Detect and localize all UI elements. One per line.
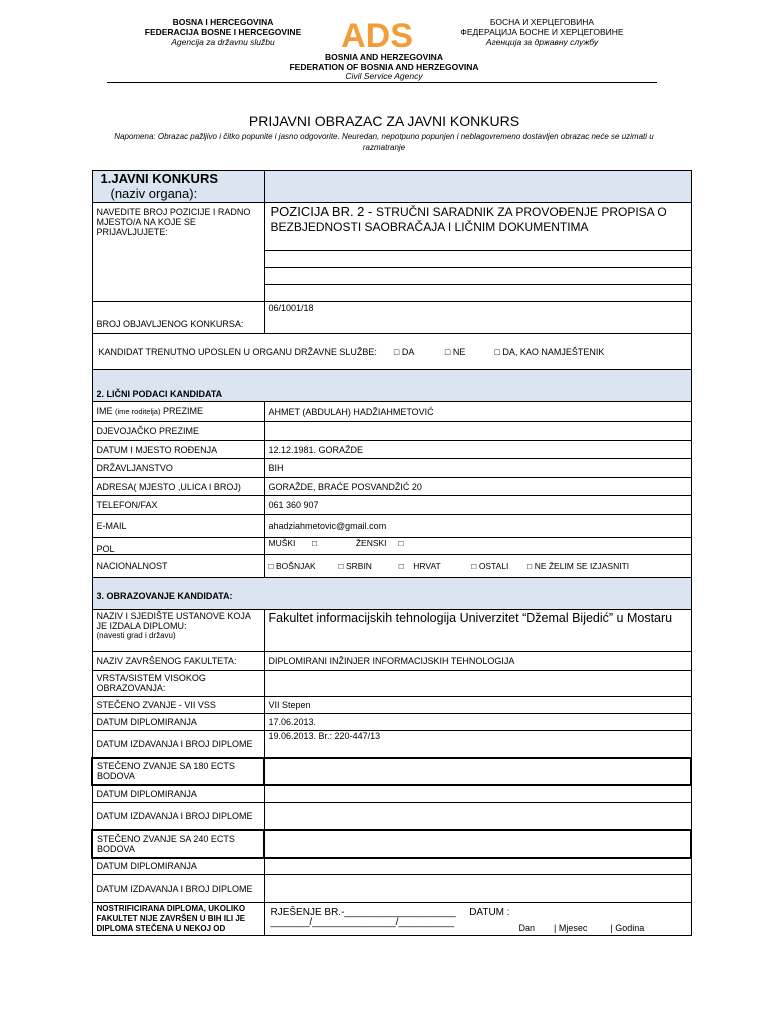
nationality-options xyxy=(264,555,691,578)
header-center-line1: BOSNIA AND HERZEGOVINA xyxy=(325,52,443,62)
gender-option-female[interactable]: ŽENSKI □ xyxy=(355,538,404,548)
maiden-name-value[interactable] xyxy=(264,422,691,441)
ects180-graduation-row xyxy=(92,785,691,803)
header-left-line3: Agencija za državnu službu xyxy=(171,37,275,47)
ects240-issue-row xyxy=(92,875,691,903)
competition-number-label: BROJ OBJAVLJENOG KONKURSA: xyxy=(92,302,264,334)
citizenship-value[interactable]: BIH xyxy=(264,459,691,478)
ects180-issue-row xyxy=(92,803,691,830)
ects180-label: STEČENO ZVANJE SA 180 ECTS BODOVA xyxy=(92,758,264,785)
ects240-issue-label: DATUM IZDAVANJA I BROJ DIPLOME xyxy=(92,875,264,903)
datum-label: DATUM : xyxy=(469,907,510,918)
application-form xyxy=(91,170,692,936)
ects240-label: STEČENO ZVANJE SA 240 ECTS BODOVA xyxy=(92,830,264,858)
form-note xyxy=(96,131,672,153)
position-field[interactable] xyxy=(265,203,691,251)
date-year: | Godina xyxy=(610,923,645,933)
header-right-line3: Агенција за државну службу xyxy=(485,37,599,47)
date-month: | Mjesec xyxy=(554,923,588,933)
nationality-label: NACIONALNOST xyxy=(92,555,264,578)
position-extra-line-2[interactable] xyxy=(265,268,691,285)
phone-value[interactable]: 061 360 907 xyxy=(264,496,691,515)
ects180-issue-label: DATUM IZDAVANJA I BROJ DIPLOME xyxy=(92,803,264,830)
header-center-line3: Civil Service Agency xyxy=(345,71,423,81)
phone-label: TELEFON/FAX xyxy=(92,496,264,515)
nationality-srbin[interactable]: □ SRBIN xyxy=(338,561,372,571)
employed-label: KANDIDAT TRENUTNO UPOSLEN U ORGANU DRŽAVNE SLUŽBE: xyxy=(98,346,377,357)
gender-options xyxy=(264,538,691,555)
header-left-line2: FEDERACIJA BOSNE I HERCEGOVINE xyxy=(144,27,302,37)
institution-sublabel: (navesti grad i državu) xyxy=(96,631,176,640)
gender-option-male[interactable]: MUŠKI □ xyxy=(268,538,318,548)
citizenship-label: DRŽAVLJANSTVO xyxy=(92,459,264,478)
header-left-line1: BOSNA I HERCEGOVINA xyxy=(172,17,274,27)
graduation-date-label: DATUM DIPLOMIRANJA xyxy=(92,714,264,731)
email-row xyxy=(92,515,691,538)
degree-row xyxy=(92,697,691,714)
phone-row xyxy=(92,496,691,515)
name-label: IME (ime roditelja) PREZIME xyxy=(92,402,264,422)
ects180-graduation-label: DATUM DIPLOMIRANJA xyxy=(92,785,264,803)
nationality-hrvat[interactable]: □ HRVAT xyxy=(398,561,441,571)
competition-number-row xyxy=(92,302,691,334)
diploma-issue-value[interactable]: 19.06.2013. Br.: 220-447/13 xyxy=(264,731,691,758)
address-label: ADRESA( MJESTO ,ULICA I BROJ) xyxy=(92,478,264,496)
name-value[interactable]: AHMET (ABDULAH) HADŽIAHMETOVIĆ xyxy=(264,402,691,422)
ects240-issue-value[interactable] xyxy=(264,875,691,903)
section1-header xyxy=(92,171,691,203)
nationality-ostali[interactable]: □ OSTALI xyxy=(471,561,509,571)
ects240-row xyxy=(92,830,691,858)
note-text: Obrazac pažljivo i čitko popunite i jasno odgovorite. Neuredan, nepotpuno popunjen i neblagovremeno dostavljen obrazac neće se uzimati u razmatranje xyxy=(155,132,654,152)
education-type-value[interactable] xyxy=(264,671,691,697)
section1-subtitle: (naziv organa): xyxy=(110,186,198,201)
maiden-name-row xyxy=(92,422,691,441)
note-label: Napomena: xyxy=(114,132,156,141)
employed-row xyxy=(92,334,691,370)
header-right-line2: ФЕДЕРАЦИЈА БОСНЕ И ХЕРЦЕГОВИНЕ xyxy=(460,27,624,37)
position-extra-line-3[interactable] xyxy=(265,285,691,301)
gender-label: POL xyxy=(92,538,264,555)
nostrification-cell xyxy=(264,903,691,936)
datum-line: _______/_______________/__________ xyxy=(270,917,455,928)
degree-value[interactable]: VII Stepen xyxy=(264,697,691,714)
form-title: PRIJAVNI OBRAZAC ZA JAVNI KONKURS xyxy=(248,113,520,129)
institution-value[interactable]: Fakultet informacijskih tehnologija Univerzitet “Džemal Bijedić” u Mostaru xyxy=(264,610,691,652)
header-center-line2: FEDERATION OF BOSNIA AND HERZEGOVINA xyxy=(289,61,479,72)
education-type-row xyxy=(92,671,691,697)
rjesenje-label: RJEŠENJE BR.-____________________ xyxy=(270,907,456,918)
ects240-value[interactable] xyxy=(264,830,691,858)
section3-title: 3. OBRAZOVANJE KANDIDATA: xyxy=(92,578,691,610)
ects180-value[interactable] xyxy=(264,758,691,785)
diploma-issue-row xyxy=(92,731,691,758)
ects240-graduation-row xyxy=(92,858,691,875)
institution-label-cell xyxy=(92,610,264,652)
education-type-label: VRSTA/SISTEM VISOKOG OBRAZOVANJA: xyxy=(92,671,264,697)
nostrification-label: NOSTRIFICIRANA DIPLOMA, UKOLIKO FAKULTET NIJE ZAVRŠEN U BIH ILI JE DIPLOMA STEČENA U NEKOJ OD xyxy=(92,903,264,936)
institution-row xyxy=(92,610,691,652)
header-right-line1: БОСНА И ХЕРЦЕГОВИНА xyxy=(489,17,595,27)
faculty-label: NAZIV ZAVRŠENOG FAKULTETA: xyxy=(92,652,264,671)
email-value[interactable]: ahadziahmetovic@gmail.com xyxy=(264,515,691,538)
header-left xyxy=(128,17,318,47)
institution-label: NAZIV I SJEDIŠTE USTANOVE KOJA JE IZDALA DIPLOMU: xyxy=(96,611,251,631)
ects180-row xyxy=(92,758,691,785)
degree-label: STEČENO ZVANJE - VII VSS xyxy=(92,697,264,714)
ads-logo xyxy=(332,16,422,52)
ects180-graduation-value[interactable] xyxy=(264,785,691,803)
section1-title-cell xyxy=(92,171,264,203)
header-divider xyxy=(107,82,657,83)
email-label: E-MAIL xyxy=(92,515,264,538)
birth-value[interactable]: 12.12.1981. GORAŽDE xyxy=(264,441,691,459)
section3-header xyxy=(92,578,691,610)
address-value[interactable]: GORAŽDE, BRAĆE POSVANDŽIĆ 20 xyxy=(264,478,691,496)
organ-name-field[interactable] xyxy=(264,171,691,203)
employed-option-namjestenik[interactable]: □ DA, KAO NAMJEŠTENIK xyxy=(494,346,605,357)
ads-logo-text: ADS xyxy=(341,17,413,52)
ects180-issue-value[interactable] xyxy=(264,803,691,830)
graduation-date-value[interactable]: 17.06.2013. xyxy=(264,714,691,731)
birth-label: DATUM I MJESTO ROĐENJA xyxy=(92,441,264,459)
position-extra-line-1[interactable] xyxy=(265,251,691,268)
name-row xyxy=(92,402,691,422)
competition-number-value[interactable]: 06/1001/18 xyxy=(264,302,691,334)
nationality-bosnjak[interactable]: □ BOŠNJAK xyxy=(268,561,316,571)
position-prefix: POZICIJA BR. 2 - xyxy=(270,204,376,219)
address-row xyxy=(92,478,691,496)
position-cell xyxy=(264,203,691,302)
nostrification-row xyxy=(92,903,691,936)
nationality-no-answer[interactable]: □ NE ŽELIM SE IZJASNITI xyxy=(527,561,630,571)
graduation-date-row xyxy=(92,714,691,731)
faculty-row xyxy=(92,652,691,671)
faculty-value[interactable]: DIPLOMIRANI INŽINJER INFORMACIJSKIH TEHNOLOGIJA xyxy=(264,652,691,671)
employed-option-da[interactable]: □ DA xyxy=(393,346,414,357)
section1-title: 1.JAVNI KONKURS xyxy=(100,171,219,186)
ects240-graduation-label: DATUM DIPLOMIRANJA xyxy=(92,858,264,875)
date-day: Dan xyxy=(518,923,536,933)
gender-row xyxy=(92,538,691,555)
position-value: STRUČNI SARADNIK ZA PROVOĐENJE PROPISA O BEZBJEDNOSTI SAOBRAČAJA I LIČNIM DOKUMENTIMA xyxy=(270,205,667,234)
header-right xyxy=(444,17,640,47)
maiden-name-label: DJEVOJAČKO PREZIME xyxy=(92,422,264,441)
employed-cell xyxy=(92,334,691,370)
ects240-graduation-value[interactable] xyxy=(264,858,691,875)
nationality-row xyxy=(92,555,691,578)
header-center xyxy=(260,53,508,82)
section2-title: 2. LIČNI PODACI KANDIDATA xyxy=(92,370,691,402)
position-label: NAVEDITE BROJ POZICIJE I RADNO MJESTO/A NA KOJE SE PRIJAVLJUJETE: xyxy=(92,203,264,302)
citizenship-row xyxy=(92,459,691,478)
employed-option-ne[interactable]: □ NE xyxy=(444,346,466,357)
diploma-issue-label: DATUM IZDAVANJA I BROJ DIPLOME xyxy=(92,731,264,758)
birth-row xyxy=(92,441,691,459)
section2-header xyxy=(92,370,691,402)
position-row xyxy=(92,203,691,302)
date-parts xyxy=(519,923,645,933)
